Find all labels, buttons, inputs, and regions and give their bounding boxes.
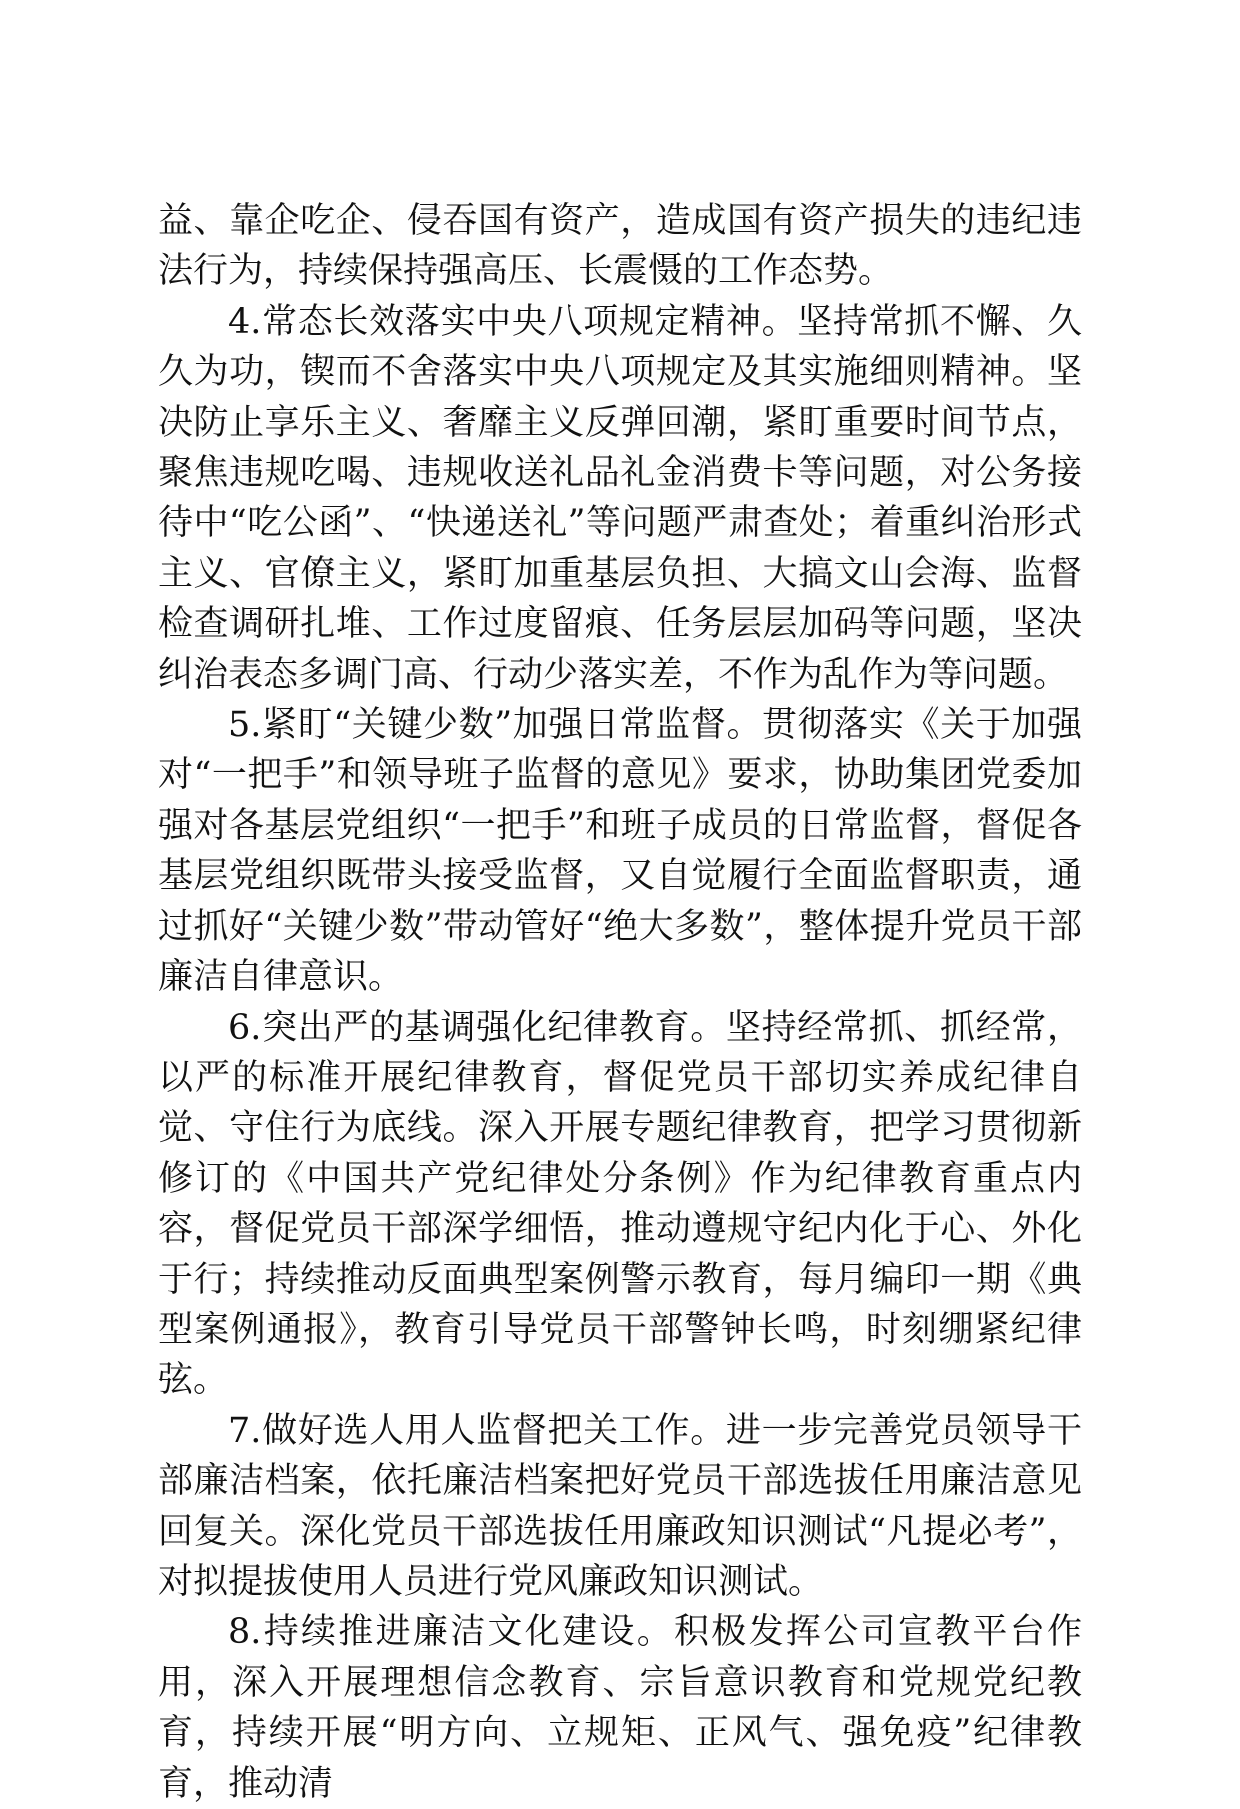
paragraph-item-8: 8.持续推进廉洁文化建设。积极发挥公司宣教平台作用，深入开展理想信念教育、宗旨意识教育和党规党纪教育，持续开展“明方向、立规矩、正风气、强免疫”纪律教育，推动清: [158, 1612, 1082, 1804]
paragraph-item-6: 6.突出严的基调强化纪律教育。坚持经常抓、抓经常，以严的标准开展纪律教育，督促党员干部切实养成纪律自觉、守住行为底线。深入开展专题纪律教育，把学习贯彻新修订的《中国共产党纪律处分条例》作为纪律教育重点内容，督促党员干部深学细悟，推动遵规守纪内化于心、外化于行；持续推动反面典型案例警示教育，每月编印一期《典型案例通报》，教育引导党员干部警钟长鸣，时刻绷紧纪律弦。: [158, 1007, 1082, 1401]
paragraph-item-4: 4.常态长效落实中央八项规定精神。坚持常抓不懈、久久为功，锲而不舍落实中央八项规定及其实施细则精神。坚决防止享乐主义、奢靡主义反弹回潮，紧盯重要时间节点，聚焦违规吃喝、违规收送礼品礼金消费卡等问题，对公务接待中“吃公函”、“快递送礼”等问题严肃查处；着重纠治形式主义、官僚主义，紧盯加重基层负担、大搞文山会海、监督检查调研扎堆、工作过度留痕、任务层层加码等问题，坚决纠治表态多调门高、行动少落实差，不作为乱作为等问题。: [158, 301, 1082, 695]
paragraph-continued: 益、靠企吃企、侵吞国有资产，造成国有资产损失的违纪违法行为，持续保持强高压、长震慑的工作态势。: [158, 201, 1082, 292]
paragraph-item-7: 7.做好选人用人监督把关工作。进一步完善党员领导干部廉洁档案，依托廉洁档案把好党员干部选拔任用廉洁意见回复关。深化党员干部选拔任用廉政知识测试“凡提必考”，对拟提拔使用人员进行党风廉政知识测试。: [158, 1410, 1082, 1602]
paragraph-item-5: 5.紧盯“关键少数”加强日常监督。贯彻落实《关于加强对“一把手”和领导班子监督的意见》要求，协助集团党委加强对各基层党组织“一把手”和班子成员的日常监督，督促各基层党组织既带头接受监督，又自觉履行全面监督职责，通过抓好“关键少数”带动管好“绝大多数”，整体提升党员干部廉洁自律意识。: [158, 705, 1082, 998]
document-body: [158, 196, 1082, 1809]
